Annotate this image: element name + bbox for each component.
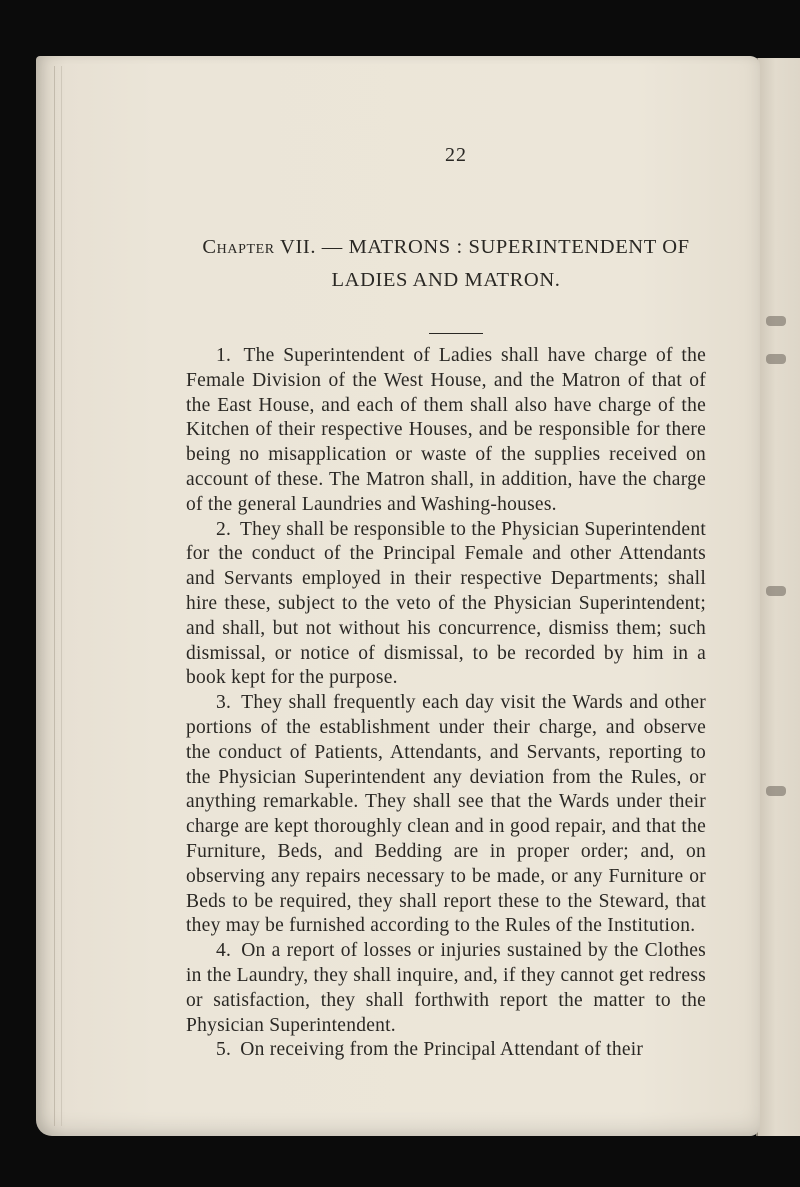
- paragraph-text: On a report of losses or injuries sustained by the Clothes in the Laundry, they shall inquire, and, if they cannot get redress or satisfaction, they shall forthwith report the matter to the Physician Superintendent.: [186, 940, 706, 1036]
- paragraph-text: The Superintendent of Ladies shall have charge of the Female Division of the West House, and the Matron of that of the East House, and each of them shall also have charge of the Kitchen of their respective Houses, and be responsible for there being no misapplication or waste of the supplies received on account of these. The Matron shall, in addition, have the charge of the general Laundries and Washing-houses.: [186, 345, 706, 515]
- page-number: 22: [445, 144, 467, 166]
- chapter-body: [186, 344, 706, 1063]
- paragraph-5: [186, 1038, 706, 1063]
- page-content: [186, 144, 706, 1063]
- chapter-title-line-1: VII. — MATRONS : SUPERINTENDENT OF: [274, 236, 690, 258]
- paper-tab-mark: [766, 786, 786, 796]
- paragraph-number: 2.: [216, 518, 232, 540]
- chapter-heading-line-1: [176, 231, 716, 264]
- chapter-label: Chapter: [202, 236, 275, 258]
- paper-tab-mark: [766, 586, 786, 596]
- paper-tab-mark: [766, 354, 786, 364]
- paper-tab-mark: [766, 316, 786, 326]
- page-gutter: [54, 66, 62, 1126]
- paragraph-number: 1.: [216, 345, 232, 366]
- paragraph-2: [186, 518, 706, 692]
- chapter-heading: [176, 231, 716, 297]
- paragraph-4: [186, 939, 706, 1038]
- chapter-title-line-2: LADIES AND MATRON.: [331, 269, 561, 291]
- paragraph-text: They shall frequently each day visit the Wards and other portions of the establishment under their charge, and observe the conduct of Patients, Attendants, and Servants, reporting to the Physician Superintendent any deviation from the Rules, or anything remarkable. They shall see that the Wards under their charge are kept thoroughly clean and in good repair, and that the Furniture, Beds, and Bedding are in proper order; and, on observing any repairs necessary to be made, or any Furniture or Beds to be required, they shall report these to the Steward, that they may be furnished according to the Rules of the Institution.: [186, 692, 706, 937]
- paragraph-text: They shall be responsible to the Physician Superintendent for the conduct of the Principal Female and other Attendants and Servants employed in their respective Departments; shall hire these, subject to the veto of the Physician Superintendent; and shall, but not without his concurrence, dismiss them; such dismissal, or notice of dismissal, to be recorded by him in a book kept for the purpose.: [186, 518, 706, 689]
- paragraph-number: 4.: [216, 940, 232, 962]
- paragraph-number: 3.: [216, 692, 232, 714]
- adjacent-page-edge: [756, 58, 800, 1136]
- section-rule: [429, 333, 483, 334]
- paragraph-number: 5.: [216, 1039, 232, 1061]
- paragraph-3: [186, 691, 706, 939]
- paragraph-1: [186, 344, 706, 518]
- book-page: [36, 56, 760, 1136]
- paragraph-text: On receiving from the Principal Attendant of their: [240, 1039, 644, 1061]
